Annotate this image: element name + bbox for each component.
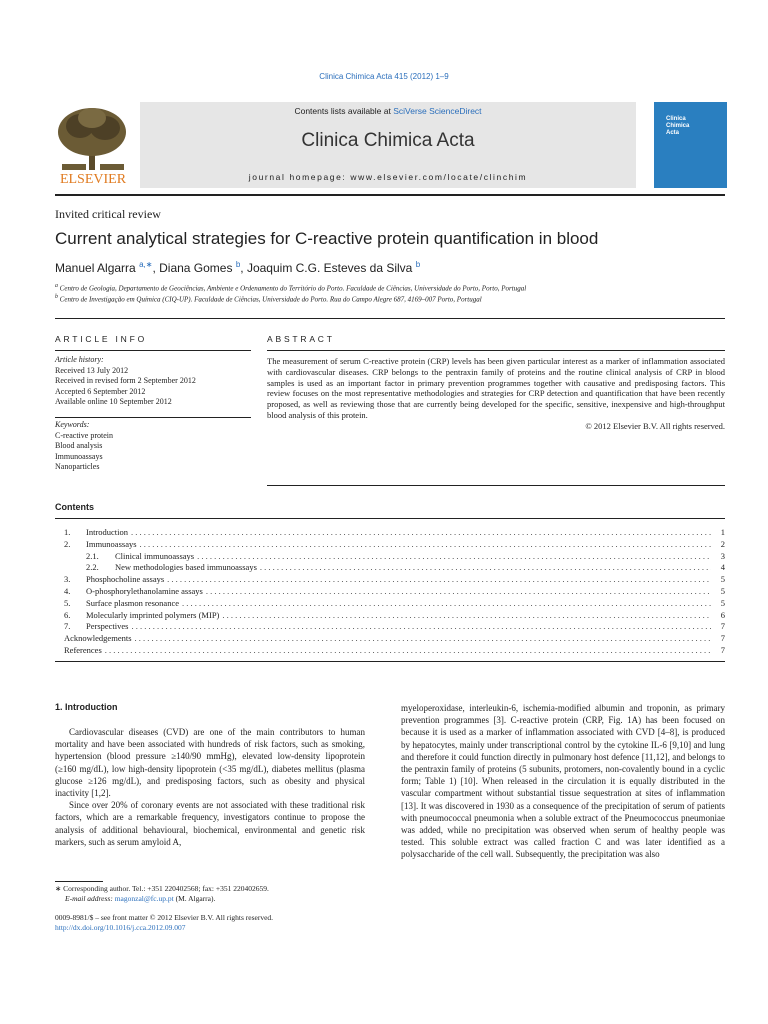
toc-page: 7 (720, 633, 725, 644)
toc-number: 1. (64, 527, 71, 537)
toc-number: 4. (64, 585, 71, 596)
info-rule (55, 417, 251, 418)
footnotes (55, 884, 365, 904)
toc-entry[interactable] (64, 574, 725, 586)
table-of-contents (64, 527, 725, 657)
author-sep: , (152, 261, 160, 275)
journal-reference[interactable]: Clinica Chimica Acta 415 (2012) 1–9 (319, 72, 449, 81)
author-name: Diana Gomes (159, 261, 233, 275)
issn-line: 0009-8981/$ – see front matter © 2012 Elsevier B.V. All rights reserved. (55, 913, 274, 922)
keyword[interactable]: Nanoparticles (55, 462, 100, 471)
toc-page: 7 (720, 621, 725, 632)
history-label: Article history: (55, 355, 104, 364)
toc-number: 2. (64, 538, 71, 549)
author-affil-link[interactable]: a,∗ (139, 260, 153, 269)
article-history (55, 355, 251, 408)
toc-title[interactable]: Phosphocholine assays (86, 574, 165, 585)
author-affil-link[interactable]: b (235, 260, 241, 269)
abstract-rule (267, 350, 725, 351)
email-note (55, 894, 365, 904)
toc-number: 6. (64, 609, 71, 620)
author-affil-link[interactable]: b (415, 260, 421, 269)
paragraph: myeloperoxidase, interleukin-6, ischemia-modified albumin and troponin, as primary prevention programmes [3]. C-reactive protein (CRP, Fig. 1A) has been focused on because it is used as a marker of inflammation associated with CVD [4–8], is produced by hepatocytes, mainly under transcriptional control by the cytokine IL-6 [9,10] and lung and therefore it could function directly in pulmonary host defence [11,12], and belongs to the pentraxin family of proteins (5 subunits, protomers, non-covalently bound in a cyclic form; Table 1) [10]. When released in the circulation it is equally distributed in the vascular compartment without substantial tissue sequestration at sites of inflammation [13]. It was discovered in 1930 as a consequence of the precipitation of serum of patients with pneumococcal pneumonia when a soluble extract of the Pneumococcus pneumoniae was added, while no precipitation was observed when serum of healthy people was tested. This soluble extract was called fraction C and was later identified as a polysaccharide of the cell wall. Subsequently, the precipitation was also (401, 703, 725, 860)
toc-entry[interactable] (64, 539, 725, 551)
toc-entry[interactable] (64, 645, 725, 657)
footnote-rule (55, 881, 103, 882)
masthead (52, 102, 727, 188)
email-label: E-mail address: (65, 894, 115, 903)
toc-title[interactable]: Perspectives (86, 621, 129, 632)
keywords-label: Keywords: (55, 420, 90, 429)
elsevier-logo[interactable] (52, 102, 134, 188)
toc-leader (132, 633, 711, 645)
abstract-end-rule (267, 485, 725, 486)
toc-entry[interactable] (64, 527, 725, 539)
toc-number: 7. (64, 621, 71, 632)
toc-leader (128, 527, 711, 539)
article-type: Invited critical review (55, 207, 161, 221)
toc-page: 3 (720, 550, 725, 561)
toc-entry[interactable] (64, 621, 725, 633)
toc-page: 5 (720, 585, 725, 596)
toc-leader (219, 610, 711, 622)
issn-block (55, 913, 385, 933)
history-item: Received 13 July 2012 (55, 365, 129, 375)
toc-entry[interactable] (64, 610, 725, 622)
toc-number: 3. (64, 574, 71, 585)
journal-name: Clinica Chimica Acta (301, 130, 475, 151)
toc-entry[interactable] (64, 633, 725, 645)
paragraph: Cardiovascular diseases (CVD) are one of the main contributors to human mortality and have been associated with hundreds of risk factors, such as smoking, hypertension (blood pressure ≥140/90 mmHg), elevated low-density lipoprotein (≥160 mg/dL), low high-density lipoprotein (<35 mg/dL), diabetes mellitus (plasma glucose ≥126 mg/dL), and predisposing factors, such as obesity and physical inactivity [1,2]. (55, 727, 365, 799)
title-rule (55, 318, 725, 319)
keyword[interactable]: Blood analysis (55, 441, 103, 450)
toc-leader (203, 586, 711, 598)
toc-title[interactable]: References (64, 644, 102, 655)
toc-page: 1 (720, 527, 725, 537)
homepage-url[interactable]: www.elsevier.com/locate/clinchim (350, 172, 528, 182)
body-left-column (55, 726, 365, 848)
toc-title[interactable]: Molecularly imprinted polymers (MIP) (86, 609, 220, 620)
toc-title[interactable]: Surface plasmon resonance (86, 597, 179, 608)
toc-page: 5 (720, 597, 725, 608)
toc-title[interactable]: Introduction (86, 527, 129, 537)
toc-page: 4 (720, 562, 725, 573)
abstract-body (267, 356, 725, 432)
cover-title: Clinica Chimica Acta (666, 116, 690, 136)
toc-entry[interactable] (64, 562, 725, 574)
toc-title[interactable]: Immunoassays (86, 538, 137, 549)
toc-number: 5. (64, 597, 71, 608)
author-list (55, 260, 420, 275)
toc-leader (194, 551, 711, 563)
history-item: Received in revised form 2 September 2012 (55, 376, 196, 385)
body-right-column (401, 702, 725, 861)
keywords (55, 420, 251, 473)
contents-line (140, 106, 636, 116)
email-suffix: (M. Algarra). (173, 894, 216, 903)
toc-entry[interactable] (64, 598, 725, 610)
toc-entry[interactable] (64, 586, 725, 598)
history-item: Available online 10 September 2012 (55, 397, 172, 406)
keyword[interactable]: C-reactive protein (55, 430, 113, 440)
affiliation-mark: b (55, 294, 58, 300)
sciencedirect-link[interactable]: SciVerse ScienceDirect (393, 106, 482, 116)
author-sep: , (240, 261, 247, 275)
toc-leader (257, 562, 711, 574)
toc-title[interactable]: Acknowledgements (64, 633, 132, 644)
toc-leader (137, 539, 711, 551)
toc-leader (179, 598, 711, 610)
article-title: Current analytical strategies for C-reactive protein quantification in blood (55, 229, 599, 248)
homepage-line (140, 172, 636, 182)
toc-page: 2 (720, 538, 725, 549)
contents-end-rule (55, 661, 725, 662)
article-info-heading: ARTICLE INFO (55, 334, 148, 344)
header-rule (55, 194, 725, 196)
toc-leader (164, 574, 711, 586)
affiliation-text: Centro de Investigação em Química (CIQ-UP). Faculdade de Ciências, Universidade do Porto. Rua do Campo Alegre 687, 4169–007 Porto, Portugal (59, 295, 482, 304)
publisher-name: ELSEVIER (59, 172, 127, 187)
corresponding-author-note: ∗ Corresponding author. Tel.: +351 220402568; fax: +351 220402659. (55, 884, 269, 893)
affiliation-mark: a (55, 283, 58, 289)
toc-page: 6 (720, 609, 725, 620)
copyright: © 2012 Elsevier B.V. All rights reserved. (585, 420, 725, 431)
toc-page: 5 (720, 574, 725, 585)
history-item: Accepted 6 September 2012 (55, 386, 146, 396)
doi-link[interactable]: http://dx.doi.org/10.1016/j.cca.2012.09.007 (55, 923, 186, 932)
paragraph: Since over 20% of coronary events are not associated with these traditional risk factors, which are a remarkable frequency, investigators continue to propose the analysis of additional behavioural, biochemical, environmental and genetic risk markers, such as serum amyloid A, (55, 800, 365, 847)
abstract-heading: ABSTRACT (267, 334, 335, 344)
affiliation-text: Centro de Geologia, Departamento de Geociências, Ambiente e Ordenamento do Território do Porto. Faculdade de Ciências, Universidade do Porto, Porto, Portugal (59, 284, 527, 293)
keyword[interactable]: Immunoassays (55, 451, 103, 461)
email-link[interactable]: magonzal@fc.up.pt (114, 894, 174, 903)
header-band (140, 102, 636, 188)
author-name: Joaquim C.G. Esteves da Silva (246, 261, 413, 275)
info-rule (55, 350, 251, 351)
toc-leader (102, 645, 711, 657)
author-name: Manuel Algarra (55, 261, 136, 275)
affiliation (55, 294, 482, 303)
toc-title[interactable]: O-phosphorylethanolamine assays (86, 585, 203, 596)
toc-page: 7 (720, 644, 725, 655)
contents-rule (55, 518, 725, 519)
section-heading: 1. Introduction (55, 702, 118, 712)
toc-title[interactable]: New methodologies based immunoassays (115, 562, 257, 573)
toc-number: 2.1. (86, 550, 99, 561)
affiliation (55, 283, 526, 292)
toc-entry[interactable] (64, 551, 725, 563)
journal-cover[interactable] (654, 102, 727, 188)
toc-number: 2.2. (86, 562, 99, 573)
toc-leader (129, 621, 712, 633)
contents-title: Contents (55, 502, 94, 512)
homepage-prefix: journal homepage: (248, 172, 351, 182)
contents-prefix: Contents lists available at (294, 106, 394, 116)
toc-title[interactable]: Clinical immunoassays (115, 550, 195, 561)
abstract-text: The measurement of serum C-reactive protein (CRP) levels has been given particular interest as a marker of inflammation associated with cardiovascular diseases. CRP belongs to the pentraxin family of proteins and the routine clinical analysis of CRP in blood samples is used as an important factor in primary prevention programmes together with causative and predisposing factors. This review focuses on the most representative methodologies and strategies for CRP detection and quantification that have been recently proposed, as well as reviewing those that are currently being developed for the specific, sensitive, inexpensive and high-throughput blood analysis of this protein. (267, 356, 725, 420)
